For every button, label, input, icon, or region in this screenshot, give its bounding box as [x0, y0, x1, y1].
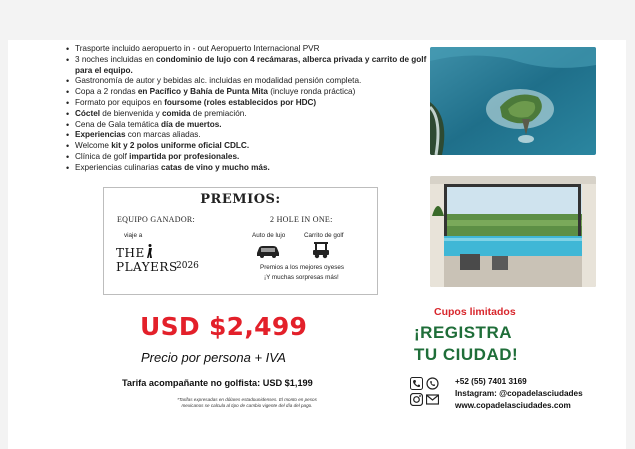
amenity-item	[68, 130, 428, 141]
amenity-highlight: catas de vino y mucho más.	[161, 162, 270, 172]
amenity-text: de bienvenida y	[100, 108, 162, 118]
amenity-item	[68, 141, 428, 152]
instagram-icon	[410, 393, 423, 406]
amenity-highlight: impartida por profesionales.	[129, 151, 240, 161]
amenity-highlight: foursome (roles establecidos por HDC)	[164, 97, 317, 107]
trip-label: viaje a	[124, 232, 143, 239]
phone-icon	[410, 377, 423, 390]
amenity-text: de premiación.	[190, 108, 247, 118]
price: USD $2,499	[140, 312, 308, 341]
amenity-item	[68, 55, 428, 77]
car-icon	[255, 244, 281, 258]
amenity-highlight: en Pacífico y Bahía de Punta Mita	[137, 87, 268, 97]
amenity-text: 3 noches incluidas en	[75, 54, 157, 64]
amenity-highlight: kit y 2 polos uniforme oficial CDLC.	[111, 141, 250, 151]
hole-in-one-title: 2 HOLE IN ONE:	[270, 215, 333, 224]
amenity-item	[68, 98, 428, 109]
amenity-item	[68, 120, 428, 131]
prizes-title: PREMIOS:	[200, 192, 281, 207]
the-players-logo	[116, 246, 202, 274]
amenity-text: Welcome	[75, 141, 112, 151]
fine-print	[152, 397, 342, 409]
amenity-text: Trasporte incluido aeropuerto in - out Aeropuerto Internacional PVR	[75, 44, 320, 53]
players-logo-text: THE PLAYERS	[116, 246, 178, 274]
register-headline	[414, 322, 518, 366]
amenity-text: Experiencias culinarias	[75, 162, 162, 172]
website-link[interactable]: www.copadelasciudades.com	[455, 401, 571, 410]
winning-team-title: EQUIPO GANADOR:	[117, 215, 196, 224]
golf-cart-icon	[311, 241, 331, 259]
register-line-1: ¡REGISTRA	[414, 323, 512, 342]
amenity-item	[68, 87, 428, 98]
amenity-highlight: comida	[161, 108, 191, 118]
golfer-silhouette-icon	[146, 243, 154, 259]
amenity-item	[68, 44, 428, 55]
amenity-highlight: Experiencias	[75, 130, 126, 140]
amenity-text: Cena de Gala temática	[75, 119, 162, 129]
register-line-2: TU CIUDAD!	[414, 345, 519, 364]
amenity-text: Clínica de golf	[75, 151, 130, 161]
amenities-list	[58, 44, 428, 174]
amenity-item	[68, 163, 428, 174]
prizes-box	[103, 187, 378, 295]
players-year: 2026	[176, 261, 199, 271]
amenity-highlight: condominio de lujo con 4 recámaras, alberca privada y carrito de golf para el equipo.	[75, 54, 427, 75]
best-shots-label: Premios a los mejores oyeses	[260, 264, 344, 271]
amenity-text: (incluye ronda práctica)	[267, 87, 356, 97]
fine-print-line-2: mexicanos se calcula al tipo de cambio vigente del día del pago.	[181, 403, 313, 408]
luxury-car-label: Auto de lujo	[252, 232, 286, 239]
fine-print-line-1: *Tarifas expresadas en dólares estadounidenses. El monto en pesos	[177, 397, 317, 402]
more-surprises-label: ¡Y muchas sorpresas más!	[264, 274, 339, 281]
whatsapp-icon	[426, 377, 439, 390]
companion-rate: Tarifa acompañante no golfista: USD $1,199	[122, 378, 313, 388]
amenity-item	[68, 109, 428, 120]
instagram-handle[interactable]: Instagram: @copadelasciudades	[455, 389, 583, 398]
per-person-label: Precio por persona + IVA	[141, 350, 286, 365]
amenity-item	[68, 76, 428, 87]
amenity-highlight: día de muertos.	[161, 119, 222, 129]
amenity-text: Gastronomía de autor y bebidas alc. incluidas en modalidad pensión completa.	[75, 76, 362, 86]
amenity-text: Formato por equipos en	[75, 97, 165, 107]
amenity-item	[68, 152, 428, 163]
limited-spots-label: Cupos limitados	[434, 306, 516, 318]
phone-number[interactable]: +52 (55) 7401 3169	[455, 377, 527, 386]
golf-cart-label: Carrito de golf	[304, 232, 344, 239]
amenity-text: Copa a 2 rondas	[75, 87, 138, 97]
email-icon	[426, 393, 439, 406]
amenity-highlight: Cóctel	[75, 108, 101, 118]
terrace-pool-photo	[430, 176, 596, 287]
aerial-island-photo	[430, 47, 596, 155]
amenity-text: con marcas aliadas.	[125, 130, 201, 140]
